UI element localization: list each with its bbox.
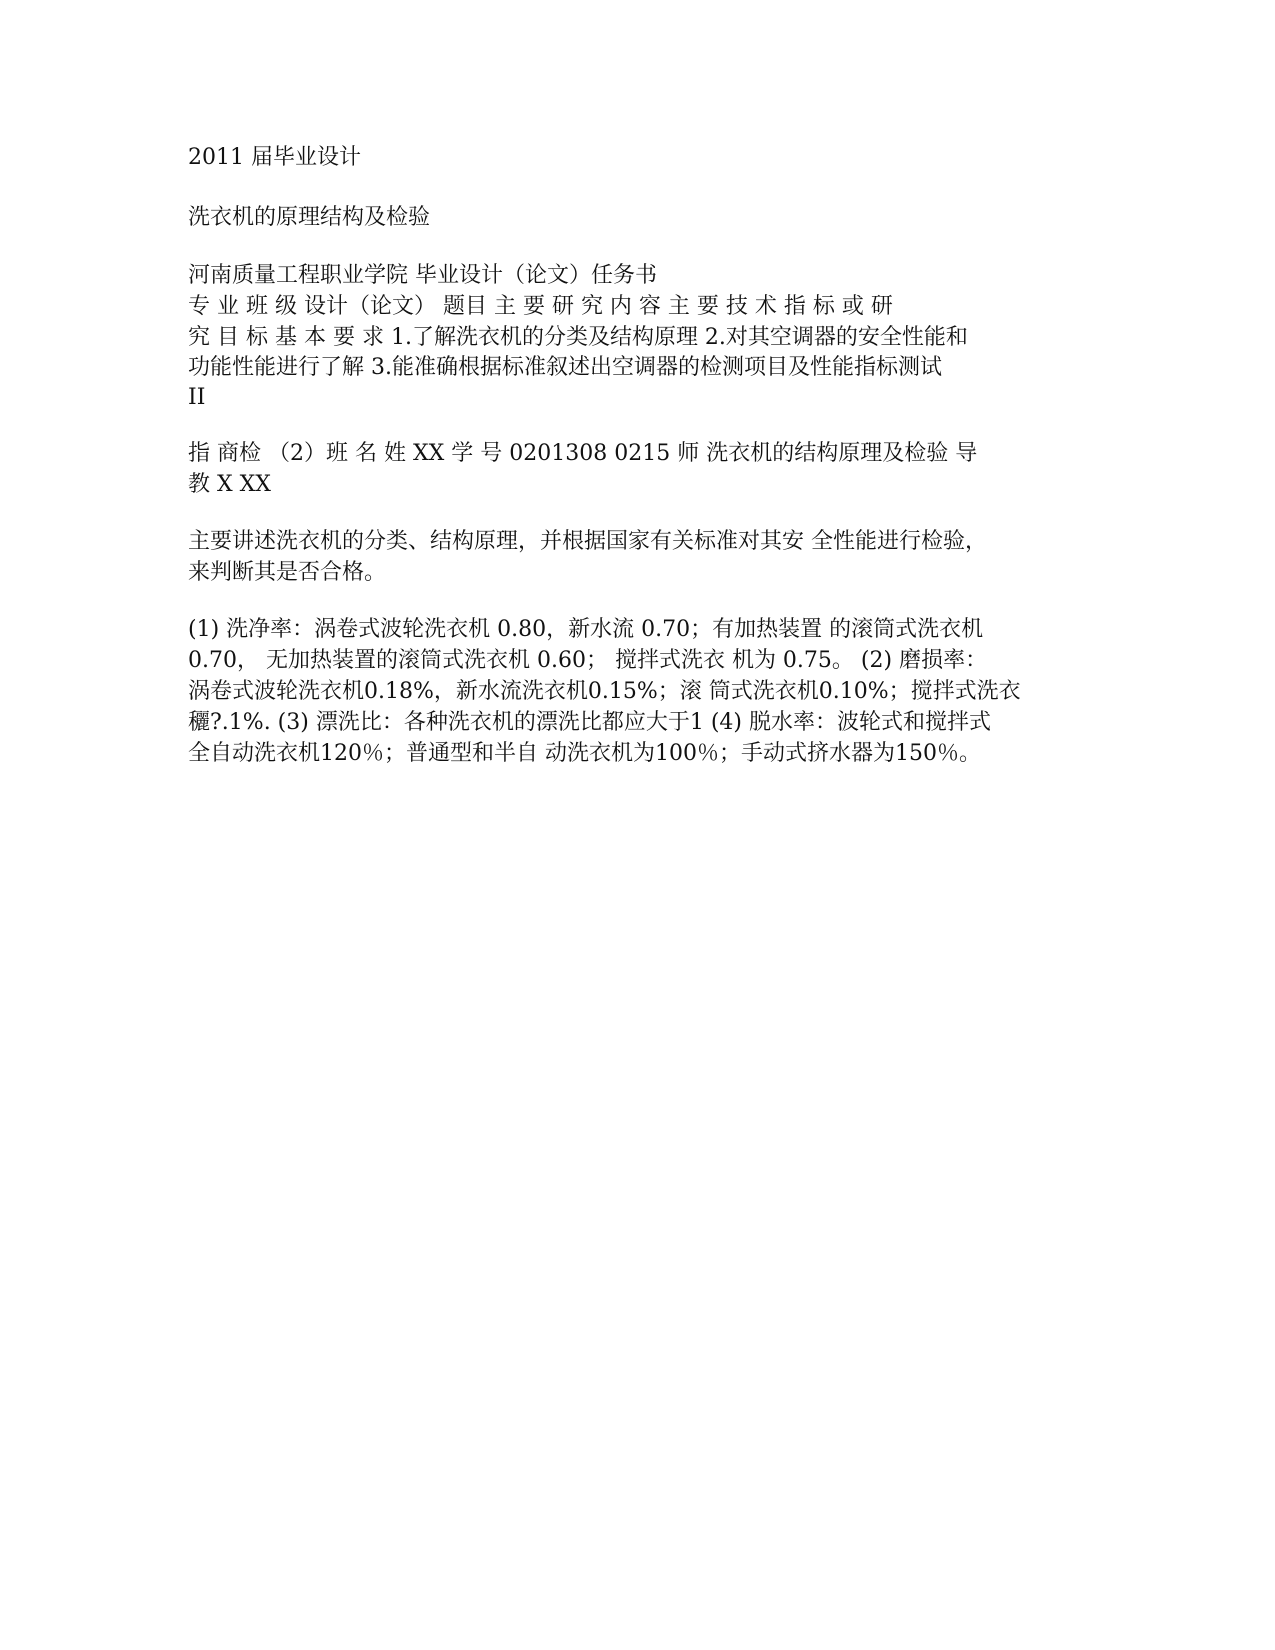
indicator-line-1: (1) 洗净率：涡卷式波轮洗衣机 0.80，新水流 0.70；有加热装置 的滚筒式洗衣机 <box>188 617 984 642</box>
task-book-line-2: 专 业 班 级 设计（论文） 题目 主 要 研 究 内 容 主 要 技 术 指 标 或 研 <box>188 294 893 319</box>
summary-line-1: 主要讲述洗衣机的分类、结构原理，并根据国家有关标准对其安 全性能进行检验， <box>188 529 987 554</box>
task-book-line-3: 究 目 标 基 本 要 求 1.了解洗衣机的分类及结构原理 2.对其空调器的安全性能和 <box>188 325 968 350</box>
task-book-line-4: 功能性能进行了解 3.能准确根据标准叙述出空调器的检测项目及性能指标测试 <box>188 355 942 380</box>
indicator-line-5: 全自动洗衣机120％；普通型和半自 动洗衣机为100％；手动式挤水器为150％。 <box>188 741 981 766</box>
indicator-line-4: 穲?.1%. (3) 漂洗比：各种洗衣机的漂洗比都应大于1 (4) 脱水率：波轮式和搅拌式 <box>188 710 991 735</box>
task-book-line-5: II <box>188 385 206 410</box>
header-year: 2011 届毕业设计 <box>188 145 361 170</box>
task-book-line-1: 河南质量工程职业学院 毕业设计（论文）任务书 <box>188 263 657 288</box>
indicator-line-2: 0.70， 无加热装置的滚筒式洗衣机 0.60； 搅拌式洗衣 机为 0.75。 (2) 磨损率： <box>188 648 988 673</box>
summary-line-2: 来判断其是否合格。 <box>188 560 387 585</box>
document-title: 洗衣机的原理结构及检验 <box>188 205 431 230</box>
student-info-line-1: 指 商检 （2）班 名 姓 XX 学 号 0201308 0215 师 洗衣机的结构原理及检验 导 <box>188 441 978 466</box>
indicator-line-3: 涡卷式波轮洗衣机0.18%，新水流洗衣机0.15%；滚 筒式洗衣机0.10%；搅拌式洗衣 <box>188 679 1021 704</box>
student-info-line-2: 教 X XX <box>188 472 271 497</box>
